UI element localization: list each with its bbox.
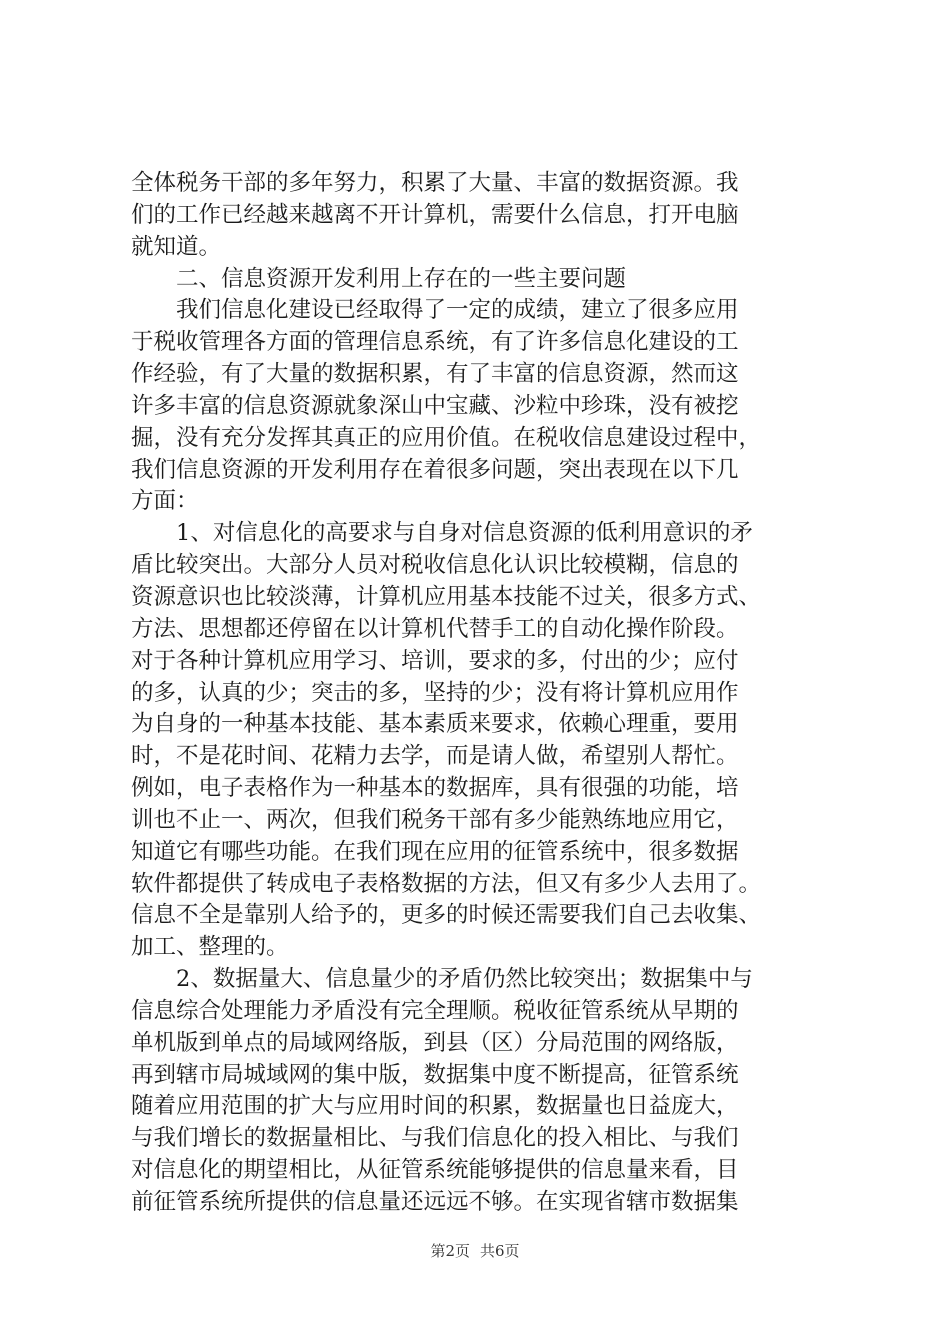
text-line: 信息不全是靠别人给予的，更多的时候还需要我们自己去收集、: [131, 902, 762, 929]
page-total: 共6页: [480, 1242, 520, 1260]
text-line: 方法、思想都还停留在以计算机代替手工的自动化操作阶段。: [131, 615, 739, 642]
text-line: 与我们增长的数据量相比、与我们信息化的投入相比、与我们: [131, 1125, 739, 1152]
text-line: 时，不是花时间、花精力去学，而是请人做，希望别人帮忙。: [131, 743, 739, 770]
text-line: 对于各种计算机应用学习、培训，要求的多，付出的少；应付: [131, 647, 739, 674]
page-number: 第2页: [430, 1242, 470, 1260]
text-line: 许多丰富的信息资源就象深山中宝藏、沙粒中珍珠，没有被挖: [131, 392, 739, 419]
text-line: 对信息化的期望相比，从征管系统能够提供的信息量来看，目: [131, 1157, 739, 1184]
text-line: 盾比较突出。大部分人员对税收信息化认识比较模糊，信息的: [131, 552, 739, 579]
text-line: 资源意识也比较淡薄，计算机应用基本技能不过关，很多方式、: [131, 583, 762, 610]
text-line: 方面：: [131, 488, 199, 515]
page-footer: [0, 1240, 950, 1261]
text-line: 2、数据量大、信息量少的矛盾仍然比较突出；数据集中与: [176, 966, 753, 993]
text-line: 全体税务干部的多年努力，积累了大量、丰富的数据资源。我: [131, 170, 739, 196]
text-line: 们的工作已经越来越离不开计算机，需要什么信息，打开电脑: [131, 201, 739, 228]
text-line: 掘，没有充分发挥其真正的应用价值。在税收信息建设过程中，: [131, 424, 762, 451]
text-line: 单机版到单点的局域网络版，到县（区）分局范围的网络版，: [131, 1029, 739, 1056]
text-line: 例如，电子表格作为一种基本的数据库，具有很强的功能，培: [131, 775, 739, 802]
text-line: 知道它有哪些功能。在我们现在应用的征管系统中，很多数据: [131, 838, 739, 865]
text-line: 于税收管理各方面的管理信息系统，有了许多信息化建设的工: [131, 329, 739, 356]
section-heading: 二、信息资源开发利用上存在的一些主要问题: [176, 265, 627, 292]
text-line: 信息综合处理能力矛盾没有完全理顺。税收征管系统从早期的: [131, 997, 739, 1024]
text-line: 的多，认真的少；突击的多，坚持的少；没有将计算机应用作: [131, 679, 739, 706]
text-line: 为自身的一种基本技能、基本素质来要求，依赖心理重，要用: [131, 711, 739, 738]
text-line: 前征管系统所提供的信息量还远远不够。在实现省辖市数据集: [131, 1189, 739, 1215]
text-line: 1、对信息化的高要求与自身对信息资源的低利用意识的矛: [176, 520, 753, 547]
text-line: 作经验，有了大量的数据积累，有了丰富的信息资源，然而这: [131, 361, 739, 388]
text-line: 软件都提供了转成电子表格数据的方法，但又有多少人去用了。: [131, 870, 762, 897]
text-line: 训也不止一、两次，但我们税务干部有多少能熟练地应用它，: [131, 806, 739, 833]
text-line: 加工、整理的。: [131, 934, 289, 961]
text-line: 再到辖市局城域网的集中版，数据集中度不断提高，征管系统: [131, 1061, 739, 1088]
text-line: 我们信息化建设已经取得了一定的成绩，建立了很多应用: [176, 297, 739, 324]
text-line: 我们信息资源的开发利用存在着很多问题，突出表现在以下几: [131, 456, 739, 483]
document-body: [131, 168, 831, 1219]
text-line: 随着应用范围的扩大与应用时间的积累，数据量也日益庞大，: [131, 1093, 739, 1120]
text-line: 就知道。: [131, 233, 222, 260]
